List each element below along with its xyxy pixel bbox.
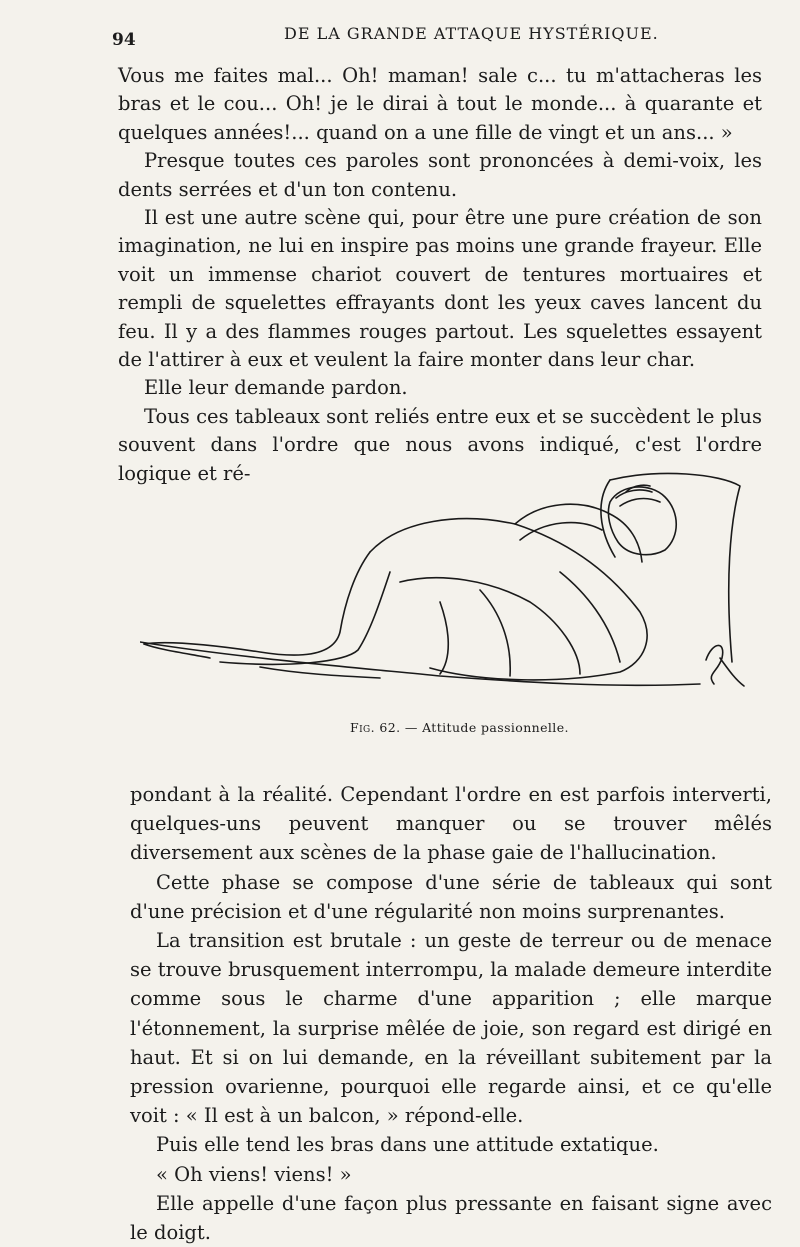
top-text-block [118,62,762,488]
figure-label: Fig. 62. [350,720,401,735]
reclining-figure-drawing [140,462,780,702]
paragraph: Tous ces tableaux sont reliés entre eux et se succèdent le plus souvent dans l'ordre que nous avons indiqué, c'est l'ordre logique et ré- [118,404,762,485]
paragraph: Il est une autre scène qui, pour être une pure création de son imagination, ne lui en inspire pas moins une grande frayeur. Elle voit un immense chariot couvert de tentures mortuaires et rempli de squelettes effrayants dont les yeux caves lancent du feu. Il y a des flammes rouges partout. Les squelettes essayent de l'attirer à eux et veulent la faire monter dans leur char. [118,206,762,372]
paragraph: pondant à la réalité. Cependant l'ordre en est parfois interverti, quelques-uns peuvent manquer ou se trouver mêlés diversement aux scènes de la phase gaie de l'hallucination. [130,783,772,865]
paragraph: Cette phase se compose d'une série de tableaux qui sont d'une précision et d'une régularité non moins surprenantes. [130,870,772,923]
paragraph: La transition est brutale : un geste de terreur ou de menace se trouve brusquement interrompu, la malade demeure interdite comme sous le charme d'une apparition ; elle marque l'étonnement, la surprise mêlée de joie, son regard est dirigé en haut. Et si on lui demande, en la réveillant subitement par la pression ovarienne, pourquoi elle regarde ainsi, et ce qu'elle voit : « Il est à un balcon, » répond-elle. [130,929,772,1128]
paragraph: Vous me faites mal... Oh! maman! sale c... tu m'attacheras les bras et le cou... Oh! je le dirai à tout le monde... à quarante et quelques années!... quand on a une fille de vingt et un ans... » [118,64,762,144]
page-number: 94 [112,30,136,50]
paragraph: Elle leur demande pardon. [144,376,408,400]
paragraph: Presque toutes ces paroles sont prononcées à demi-voix, les dents serrées et d'un ton contenu. [118,149,762,201]
paragraph: « Oh viens! viens! » [156,1162,352,1186]
figure-caption [350,720,569,735]
paragraph: Elle appelle d'une façon plus pressante en faisant signe avec le doigt. [130,1191,772,1245]
figure-illustration [140,462,780,702]
bottom-text-block [130,780,772,1247]
figure-caption-text: — Attitude passionnelle. [404,720,569,735]
page-header [112,22,770,50]
running-head: DE LA GRANDE ATTAQUE HYSTÉRIQUE. [284,24,659,43]
paragraph: Puis elle tend les bras dans une attitude extatique. [156,1133,659,1157]
